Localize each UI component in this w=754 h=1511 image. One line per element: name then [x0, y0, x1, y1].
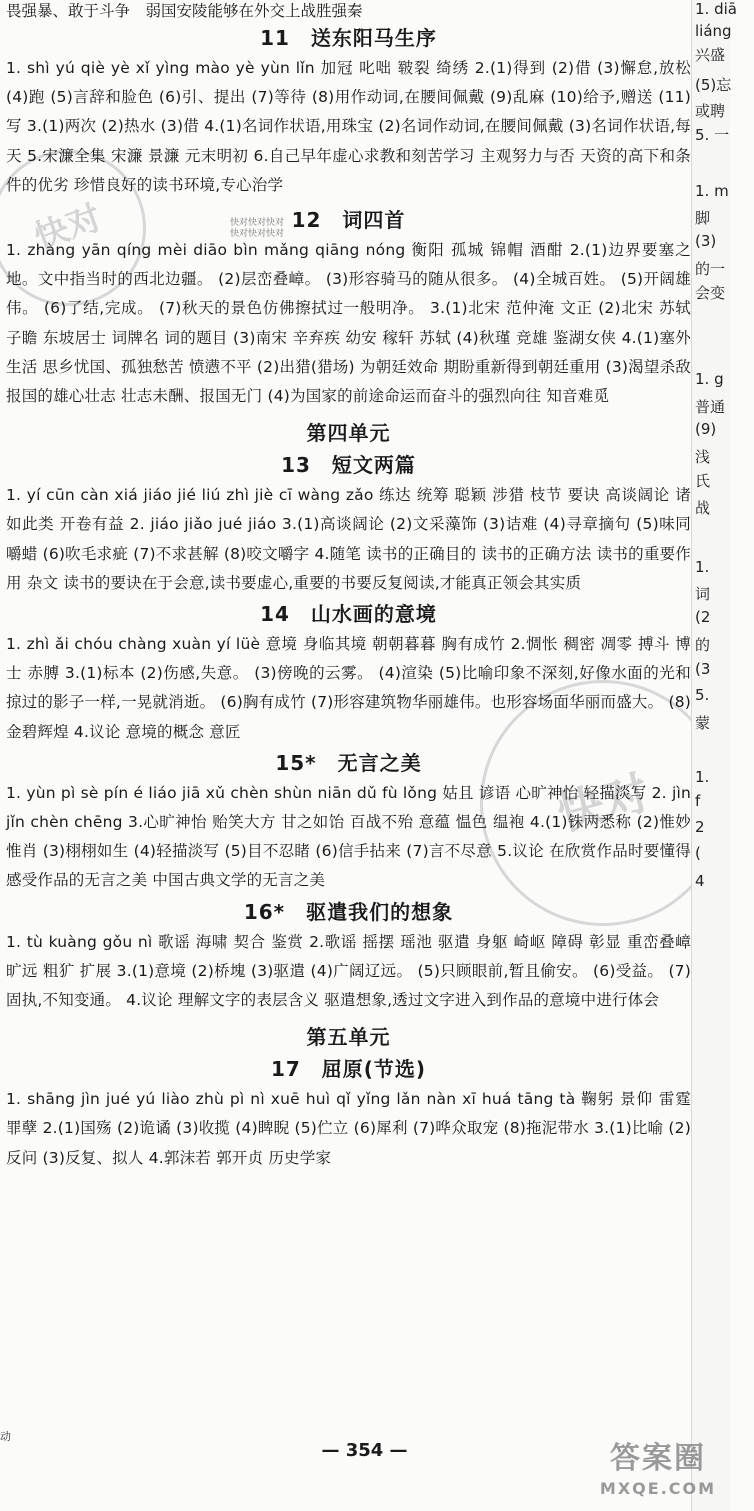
section-text: 1. shì yú qiè yè xǐ yìng mào yè yùn lǐn 加冠 叱咄 皲裂 绮绣 2.(1)得到 (2)借 (3)懈怠,放松 (4)跑 (5)言辞和脸色 (6)引、提出 (7)等待 (8)用作动词,在腰间佩戴 (9)乱麻 (10)给予,赠送 (11)写 3.(1)两次 (2)热水 (3)借 4.(1)名词作状语,用珠宝 (2)名词作动词,在腰间佩戴 (3)名词作状语,每天 5.宋濂全集 宋濂 景濂 元末明初 6.自己早年虚心求教和刻苦学习 主观努力与否 天资的高下和条件的优劣 珍惜良好的读书环境,专心治学 [6, 59, 691, 194]
tiny-watermark-line: 快对快对快对 [230, 218, 285, 228]
section-title: 12 词四首 [291, 208, 406, 233]
right-column-cropped [691, 0, 737, 1511]
section-11 [6, 22, 691, 200]
section-text: 1. shāng jìn jué yú liào zhù pì nì xuē huì qǐ yǐng lǎn nàn xī huá tāng tà 鞠躬 景仰 雷霆 罪孽 2.(1)国殇 (2)诡谲 (3)收揽 (4)睥睨 (5)伫立 (6)犀利 (7)哗众取宠 (8)拖泥带水 3.(1)比喻 (2)反问 (3)反复、拟人 4.郭沫若 郭开贞 历史学家 [6, 1090, 691, 1167]
right-column-fragment: 会变 [695, 284, 726, 302]
site-logo-watermark [592, 1440, 724, 1506]
section-12 [6, 204, 691, 411]
section-title: 15* 无言之美 [275, 750, 422, 775]
right-column-fragment: 脚 [695, 209, 711, 227]
section-title: 13 短文两篇 [281, 453, 416, 478]
top-line-text: 畏强暴、敢于斗争 弱国安陵能够在外交上战胜强秦 [6, 2, 363, 20]
section-title: 14 山水画的意境 [260, 602, 437, 627]
right-column-fragment: 1. [695, 768, 710, 786]
right-column-fragment: 或聘 [695, 102, 726, 120]
section-17 [6, 1021, 691, 1173]
right-column-fragment: (5)忘 [695, 76, 732, 94]
right-column-fragment: f [695, 792, 701, 810]
watermark-stamp-right: 快对 [452, 652, 753, 953]
right-column-fragment: ( [695, 844, 701, 862]
right-column-fragment: (3 [695, 660, 711, 678]
page-number: — 354 — [321, 1440, 408, 1461]
section-text: 1. zhì ǎi chóu chàng xuàn yí lüè 意境 身临其境 朝朝暮暮 胸有成竹 2.惆怅 稠密 凋零 搏斗 博士 赤膊 3.(1)标本 (2)伤感,失意。 (3)傍晚的云雾。 (4)渲染 (5)比喻印象不深刻,好像水面的光和掠过的影子一样,一晃就消逝。 (6)胸有成竹 (7)形容建筑物华丽雄伟。也形容场面华丽而盛大。 (8)金碧辉煌 4.议论 意境的概念 意匠 [6, 635, 691, 741]
section-text: 1. yùn pì sè pín é liáo jiā xǔ chèn shùn niān dǔ fù lǒng 姑且 谚语 心旷神怡 轻描淡写 2. jìn jǐn chèn chēng 3.心旷神怡 贻笑大方 甘之如饴 百战不殆 意蕴 愠色 缊袍 4.(1)铢两悉称 (2)惟妙惟肖 (3)栩栩如生 (4)轻描淡写 (5)目不忍睹 (6)信手拈来 (7)言不尽意 5.议论 在欣赏作品时要懂得感受作品的无言之美 中国古典文学的无言之美 [6, 783, 691, 890]
right-column-fragment: 蒙 [695, 714, 711, 732]
tiny-watermark [230, 218, 284, 240]
right-column-fragment: (9) [695, 420, 717, 438]
section-title: 11 送东阳马生序 [260, 26, 437, 50]
right-column-fragment: (3) [695, 232, 717, 250]
section-text: 1. tù kuàng gǒu nì 歌谣 海啸 契合 鉴赏 2.歌谣 摇摆 瑶池 驱遣 身躯 崎岖 障碍 彰显 重峦叠嶂 旷远 粗犷 扩展 3.(1)意境 (2)桥塊 (3)驱遣 (4)广阔辽远。 (5)只顾眼前,暂且偷安。 (6)受益。 (7)固执,不知变通。 4.议论 理解文字的表层含义 驱遣想象,透过文字进入到作品的意境中进行体会 [6, 932, 691, 1010]
right-column-fragment: 的一 [695, 260, 726, 278]
unit-title: 第四单元 [306, 421, 391, 446]
right-column-fragment: 1. [695, 558, 710, 576]
right-column-fragment: 4 [695, 872, 705, 890]
section-16 [6, 896, 691, 1016]
unit-title: 第五单元 [306, 1025, 391, 1050]
section-14 [6, 598, 691, 747]
tiny-watermark-line: 快对快对快对 [230, 229, 285, 239]
section-text: 1. yí cūn càn xiá jiáo jié liú zhì jiè cī wàng zǎo 练达 统筹 聪颖 涉猎 枝节 要诀 高谈阔论 诸如此类 开卷有益 2. jiáo jiǎo jué jiáo 3.(1)高谈阔论 (2)文采藻饰 (3)诘难 (4)寻章摘句 (5)味同嚼蜡 (6)吹毛求疵 (7)不求甚解 (8)咬文嚼字 4.随笔 读书的正确目的 读书的正确方法 读书的重要作用 杂文 读书的要诀在于会意,读书要虚心,重要的书要反复阅读,才能真正领会其实质 [6, 486, 691, 592]
left-edge-fragment: 动 [0, 1430, 11, 1443]
right-column-fragment: 1. diā [695, 0, 737, 18]
right-column-fragment: 2 [695, 818, 705, 836]
section-title: 17 屈原(节选) [270, 1057, 427, 1082]
right-column-fragment: 兴盛 [695, 46, 726, 64]
right-column-fragment: 5. [695, 686, 710, 704]
section-title: 16* 驱遣我们的想象 [243, 899, 454, 924]
right-column-fragment: liáng [695, 22, 732, 40]
right-column-fragment: 浅 [695, 448, 711, 466]
right-column-fragment: 1. g [695, 370, 724, 388]
logo-url-text: MXQE.COM [599, 1479, 717, 1498]
right-column-fragment: 5. 一 [695, 126, 730, 144]
logo-text: 答案圈 [610, 1441, 706, 1476]
section-text: 1. zhàng yān qíng mèi diāo bìn mǎng qiāng nóng 衡阳 孤城 锦帽 酒酣 2.(1)边界要塞之地。文中指当时的西北边疆。 (2)层峦叠嶂。 (3)形容骑马的随从很多。 (4)全城百姓。 (5)开阔雄伟。 (6)了结,完成。 (7)秋天的景色仿佛擦拭过一般明净。 3.(1)北宋 范仲淹 文正 (2)北宋 苏轼 子瞻 东坡居士 词牌名 词的题目 (3)南宋 辛弃疾 幼安 稼轩 苏轼 (4)秋瑾 竞雄 鉴湖女侠 4.(1)塞外生活 思乡忧国、孤独愁苦 愤懑不平 (2)出猎(猎场) 为朝廷效命 期盼重新得到朝廷重用 (3)渴望杀敌报国的雄心壮志 壮志未酬、报国无门 (4)为国家的前途命运而奋斗的强烈向往 知音难觅 [6, 241, 691, 406]
right-column-fragment: (2 [695, 608, 711, 626]
right-column-fragment: 氏 [695, 472, 711, 490]
right-column-fragment: 战 [695, 499, 711, 517]
right-column-fragment: 1. m [695, 182, 729, 200]
right-column-fragment: 词 [695, 585, 711, 603]
watermark-stamp-top-left: 快对 [0, 128, 168, 328]
right-column-fragment: 普通 [695, 398, 726, 416]
section-13 [6, 417, 691, 598]
right-column-fragment: 的 [695, 636, 711, 654]
section-15 [6, 747, 691, 896]
